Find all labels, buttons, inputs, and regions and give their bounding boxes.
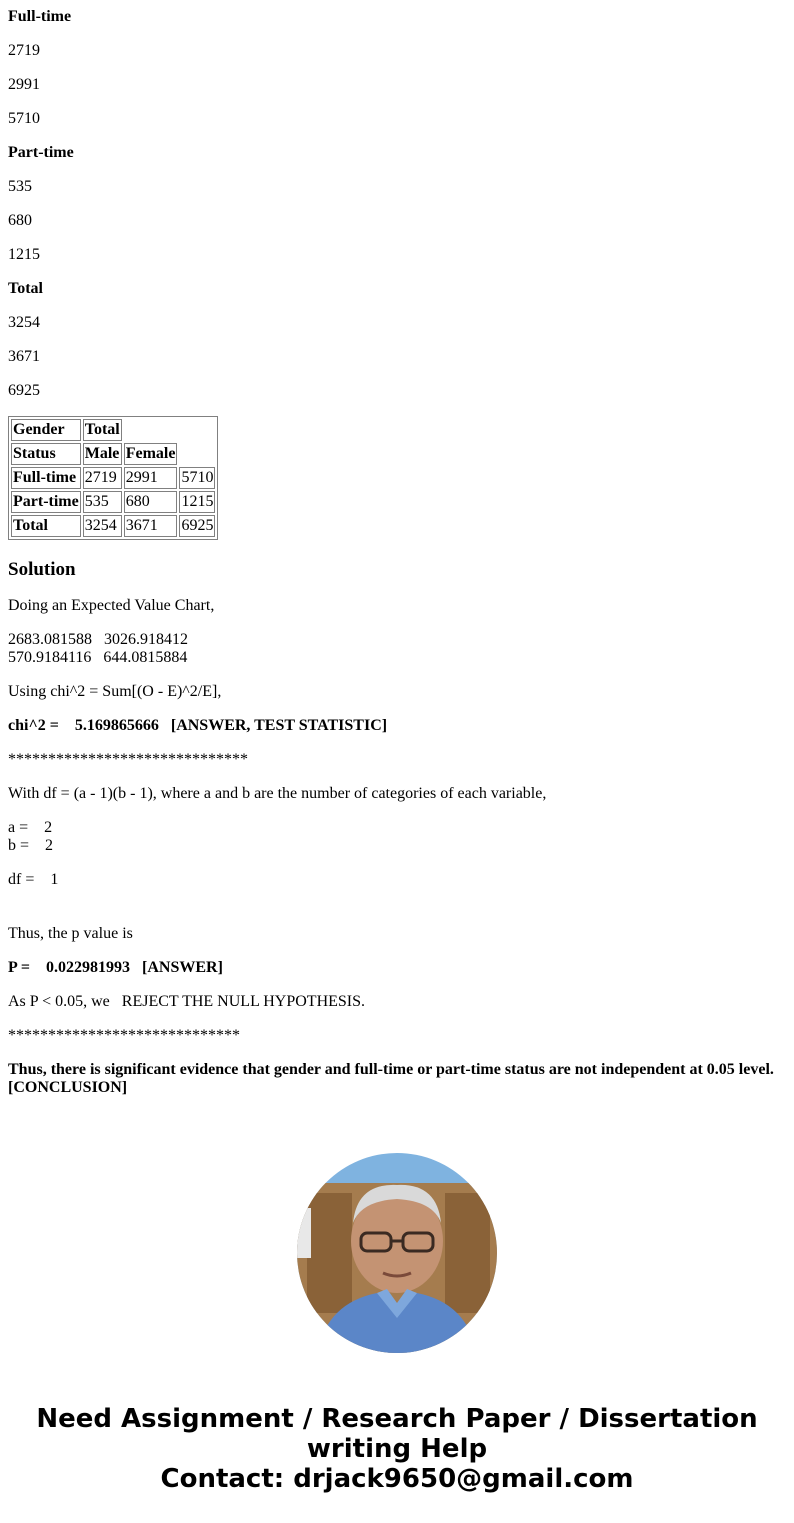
- table-cell: Gender: [11, 419, 81, 441]
- avatar: [297, 1153, 497, 1353]
- chi-square-result: chi^2 = 5.169865666 [ANSWER, TEST STATISTIC]: [8, 717, 388, 734]
- fulltime-female: 2991: [8, 76, 40, 93]
- total-total: 6925: [8, 382, 40, 399]
- total-label: Total: [8, 280, 43, 297]
- table-cell: 2719: [83, 467, 122, 489]
- table-cell: Total: [11, 515, 81, 537]
- table-cell: Female: [124, 443, 178, 465]
- contingency-table: [8, 416, 218, 540]
- expected-values: [8, 631, 786, 667]
- expected-row: 2683.081588 3026.918412: [8, 631, 188, 648]
- table-row: [11, 467, 215, 489]
- footer-line: writing Help: [306, 1434, 488, 1464]
- a-value: a = 2: [8, 819, 53, 836]
- table-cell: 680: [124, 491, 178, 513]
- table-cell: 1215: [179, 491, 215, 513]
- formula-line: Using chi^2 = Sum[(O - E)^2/E],: [8, 683, 222, 700]
- footer-contact: [0, 1404, 794, 1494]
- fulltime-male: 2719: [8, 42, 40, 59]
- decision-line: As P < 0.05, we REJECT THE NULL HYPOTHESIS.: [8, 993, 366, 1010]
- conclusion: Thus, there is significant evidence that gender and full-time or part-time status are not independent at 0.05 level. [CONCLUSION]: [8, 1061, 774, 1096]
- parttime-female: 680: [8, 212, 32, 229]
- avatar-portrait: [297, 1153, 497, 1353]
- table-cell: Status: [11, 443, 81, 465]
- table-cell: 5710: [179, 467, 215, 489]
- avatar-switchboard: [297, 1208, 311, 1258]
- table-cell: Total: [83, 419, 122, 441]
- document-body: [8, 0, 786, 1113]
- parttime-male: 535: [8, 178, 32, 195]
- separator-stars: *****************************: [8, 1027, 240, 1044]
- footer-line: Need Assignment / Research Paper / Dissertation: [36, 1404, 758, 1434]
- fulltime-label: Full-time: [8, 8, 72, 25]
- b-value: b = 2: [8, 837, 54, 854]
- table-row: [11, 491, 215, 513]
- parttime-label: Part-time: [8, 144, 74, 161]
- table-cell: Male: [83, 443, 122, 465]
- table-cell: 6925: [179, 515, 215, 537]
- table-header-row: [11, 443, 215, 465]
- total-female: 3671: [8, 348, 40, 365]
- avatar-carving-left: [307, 1193, 352, 1313]
- table-cell: 535: [83, 491, 122, 513]
- total-male: 3254: [8, 314, 40, 331]
- table-cell: Full-time: [11, 467, 81, 489]
- table-cell: 2991: [124, 467, 178, 489]
- df-value: df = 1: [8, 871, 59, 888]
- parttime-total: 1215: [8, 246, 40, 263]
- fulltime-total: 5710: [8, 110, 40, 127]
- table-row: [11, 515, 215, 537]
- p-value-result: P = 0.022981993 [ANSWER]: [8, 959, 223, 976]
- df-intro: With df = (a - 1)(b - 1), where a and b are the number of categories of each variable,: [8, 785, 547, 802]
- table-cell: 3671: [124, 515, 178, 537]
- table-header-row: [11, 419, 215, 441]
- categories-values: [8, 819, 786, 855]
- p-intro: Thus, the p value is: [8, 925, 133, 942]
- table-cell: 3254: [83, 515, 122, 537]
- expected-intro: Doing an Expected Value Chart,: [8, 597, 215, 614]
- expected-row: 570.9184116 644.0815884: [8, 649, 188, 666]
- table-cell: Part-time: [11, 491, 81, 513]
- solution-heading: Solution: [8, 559, 76, 580]
- footer-contact-line: Contact: drjack9650@gmail.com: [160, 1464, 634, 1494]
- avatar-carving-right: [445, 1193, 490, 1313]
- separator-stars: ******************************: [8, 751, 248, 768]
